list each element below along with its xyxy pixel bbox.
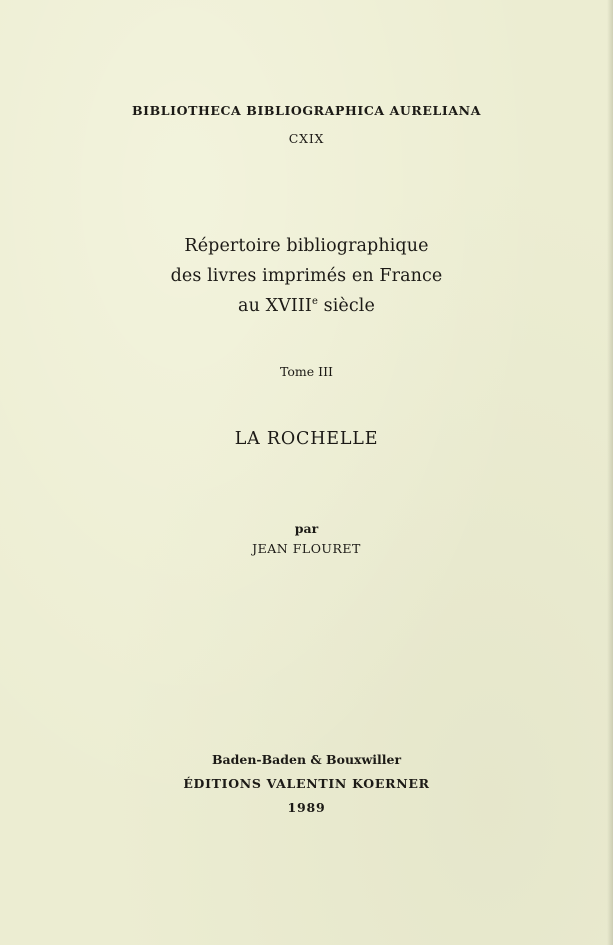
title-line-2: des livres imprimés en France [170,266,443,286]
title-line-3-suffix: siècle [317,296,375,316]
title-line-3-superscript: e [311,296,318,307]
title-line-1: Répertoire bibliographique [184,236,429,256]
imprint-year: 1989 [287,800,326,815]
imprint-city: Baden-Baden & Bouxwiller [211,752,402,767]
subject-heading: LA ROCHELLE [234,429,379,449]
title-line-3-prefix: au XVIII [238,296,312,316]
title-line-3 [0,296,613,316]
author-by: par [294,521,319,536]
author-name: JEAN FLOURET [252,541,361,556]
series-number: CXIX [288,131,325,146]
imprint-publisher: ÉDITIONS VALENTIN KOERNER [183,776,430,791]
series-name: BIBLIOTHECA BIBLIOGRAPHICA AURELIANA [131,103,482,118]
volume-label: Tome III [280,364,333,379]
